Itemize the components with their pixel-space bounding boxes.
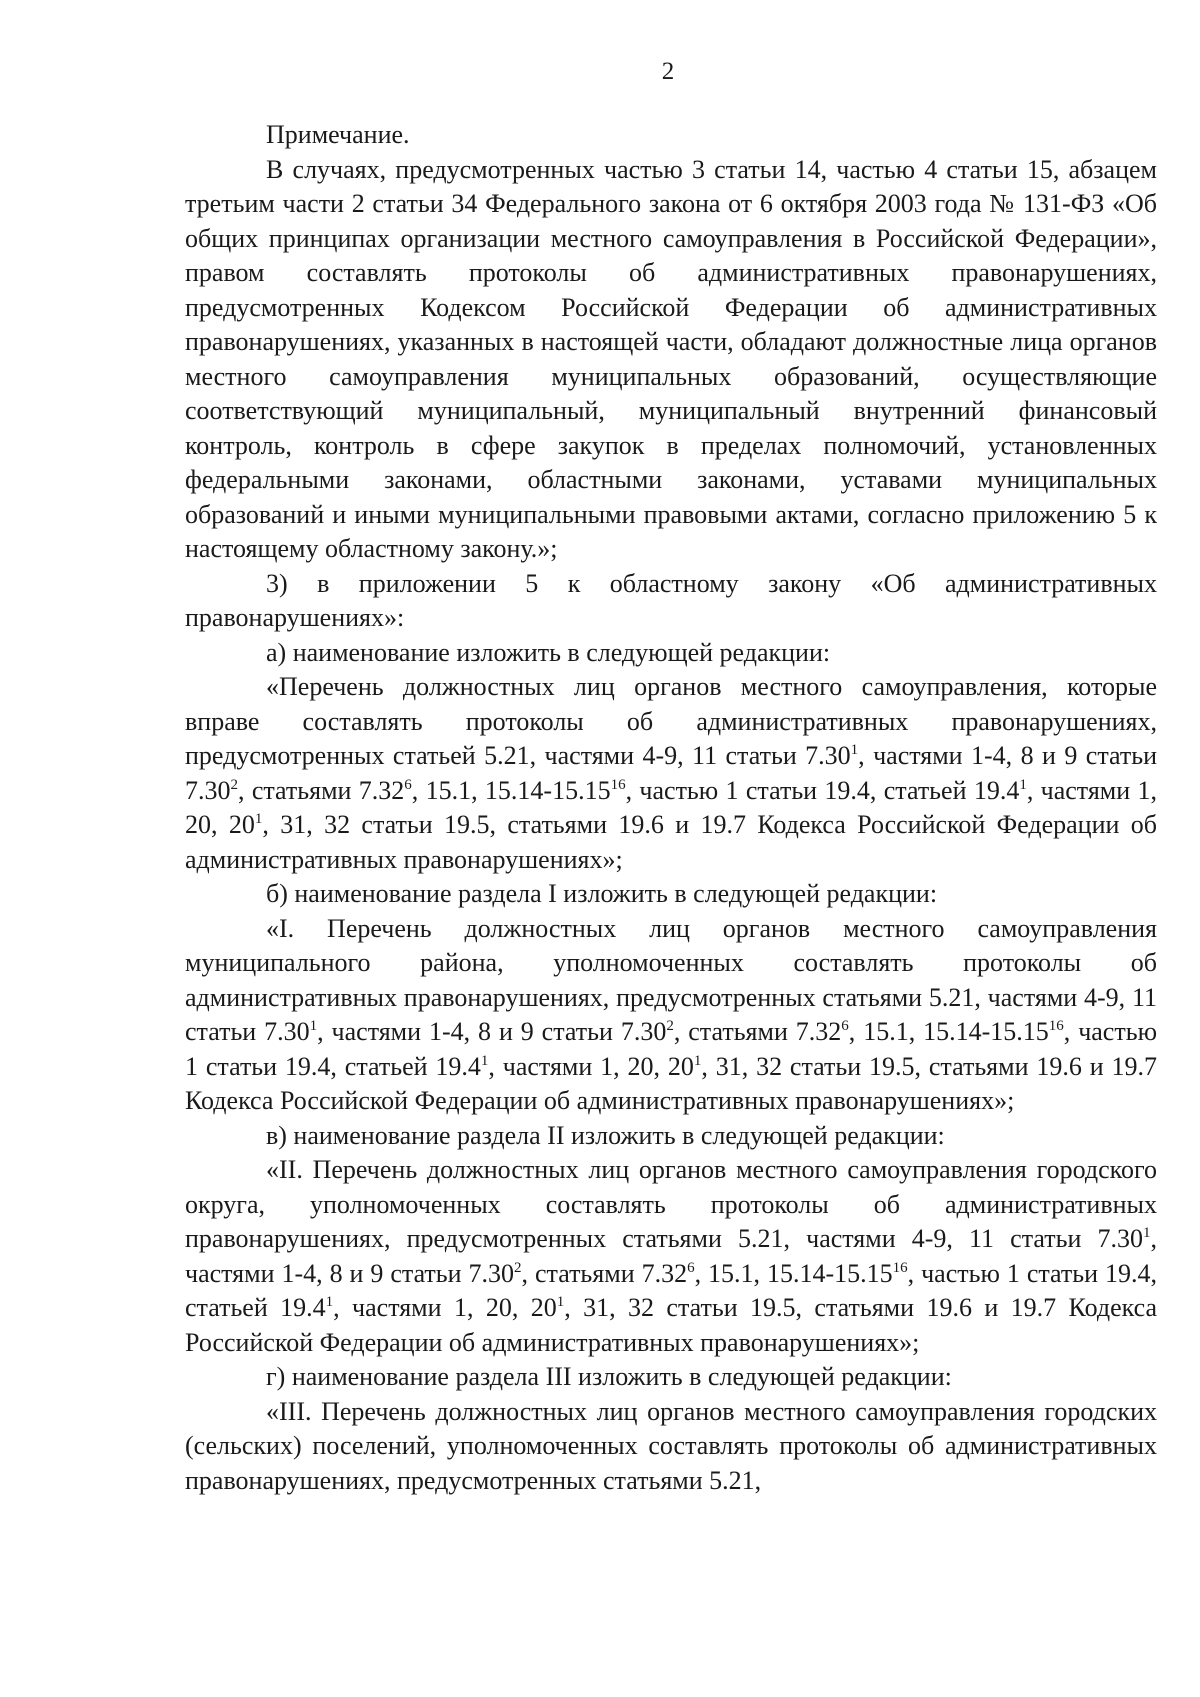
- text-run: , частью 1 статьи 19.4, статьей 19.4: [185, 1017, 1157, 1081]
- page-number: 2: [661, 58, 675, 85]
- text-run: , статьями 7.32: [673, 1017, 842, 1046]
- text-run: , статьями 7.32: [238, 775, 405, 805]
- text-run: б) наименование раздела I изложить в следующей редакции:: [266, 879, 938, 908]
- paragraph: [185, 567, 1157, 636]
- text-run: «III. Перечень должностных лиц органов местного самоуправления городских (сельских) поселений, уполномоченных составлять протоколы об административных правонарушениях, предусмотренных статьями 5.21,: [185, 1396, 1157, 1495]
- paragraph: [185, 1153, 1157, 1360]
- paragraph: [185, 1360, 1157, 1395]
- superscript: 1: [1143, 1225, 1151, 1241]
- document-body: [185, 118, 1157, 1498]
- text-run: Примечание.: [266, 120, 410, 149]
- text-run: а) наименование изложить в следующей редакции:: [266, 637, 831, 667]
- text-run: 3) в приложении 5 к областному закону «Об административных правонарушениях»:: [185, 568, 1157, 632]
- text-run: , частями 1, 20, 20: [185, 775, 1157, 839]
- superscript: 16: [892, 1259, 908, 1276]
- text-run: , частями 1, 20, 20: [333, 1293, 557, 1322]
- text-run: В случаях, предусмотренных частью 3 статьи 14, частью 4 статьи 15, абзацем третьим части 2 статьи 34 Федерального закона от 6 октября 2003 года № 131-ФЗ «Об общих принципах организации местного самоуправления в Российской Федерации», правом составлять протоколы об административных правонарушениях, предусмотренных Кодексом Российской Федерации об административных правонарушениях, указанных в настоящей части, обладают должностные лица органов местного самоуправления муниципальных образований, осуществляющие соответствующий муниципальный, муниципальный внутренний финансовый контроль, контроль в сфере закупок в пределах полномочий, установленных федеральными законами, областными законами, уставами муниципальных образований и иными муниципальными правовыми актами, согласно приложению 5 к настоящему областному закону.»;: [185, 154, 1157, 563]
- text-run: , частями 1, 20, 20: [488, 1051, 694, 1081]
- text-run: , частями 1-4, 8 и 9 статьи 7.30: [317, 1017, 667, 1046]
- text-run: , 15.1, 15.14-15.15: [694, 1258, 893, 1288]
- superscript: 2: [514, 1259, 522, 1276]
- text-run: «II. Перечень должностных лиц органов местного самоуправления городского округа, уполномоченных составлять протоколы об административных правонарушениях, предусмотренных статьями 5.21, частями 4-9, 11 статьи 7.30: [185, 1155, 1157, 1253]
- text-run: , 31, 32 статьи 19.5, статьями 19.6 и 19.7 Кодекса Российской Федерации об административных правонарушениях»;: [185, 1051, 1157, 1115]
- paragraph: [185, 1395, 1157, 1499]
- text-run: , 15.1, 15.14-15.15: [848, 1017, 1049, 1046]
- text-run: «I. Перечень должностных лиц органов местного самоуправления муниципального района, уполномоченных составлять протоколы об административных правонарушениях, предусмотренных статьями 5.21, частями 4-9, 11 статьи 7.30: [185, 913, 1157, 1046]
- text-run: , статьями 7.32: [521, 1258, 688, 1288]
- superscript: 1: [850, 742, 859, 758]
- paragraph: [185, 670, 1157, 877]
- text-run: , 31, 32 статьи 19.5, статьями 19.6 и 19.7 Кодекса Российской Федерации об административных правонарушениях»;: [185, 1293, 1157, 1357]
- superscript: 1: [556, 1294, 565, 1310]
- superscript: 1: [480, 1052, 489, 1069]
- superscript: 1: [693, 1052, 702, 1069]
- paragraph: [185, 912, 1157, 1119]
- text-run: , частью 1 статьи 19.4, статьей 19.4: [185, 1258, 1157, 1322]
- text-run: в) наименование раздела II изложить в следующей редакции:: [266, 1120, 945, 1150]
- paragraph: [185, 118, 1157, 153]
- superscript: 6: [687, 1259, 695, 1276]
- text-run: «Перечень должностных лиц органов местного самоуправления, которые вправе составлять протоколы об административных правонарушениях, предусмотренных статьей 5.21, частями 4-9, 11 статьи 7.30: [185, 672, 1157, 770]
- superscript: 6: [404, 776, 412, 793]
- superscript: 1: [325, 1294, 334, 1310]
- text-run: , 15.1, 15.14-15.15: [411, 775, 611, 805]
- text-run: г) наименование раздела III изложить в следующей редакции:: [266, 1362, 952, 1391]
- superscript: 16: [610, 776, 626, 793]
- superscript: 2: [230, 776, 238, 793]
- paragraph: [185, 153, 1157, 567]
- superscript: 1: [309, 1018, 318, 1034]
- superscript: 6: [841, 1018, 849, 1034]
- paragraph: [185, 877, 1157, 912]
- superscript: 1: [1019, 776, 1027, 793]
- superscript: 16: [1048, 1018, 1064, 1034]
- paragraph: [185, 636, 1157, 671]
- text-run: , частью 1 статьи 19.4, статьей 19.4: [625, 775, 1020, 805]
- text-run: , частями 1-4, 8 и 9 статьи 7.30: [185, 741, 1157, 805]
- superscript: 1: [254, 811, 263, 827]
- text-run: , частями 1-4, 8 и 9 статьи 7.30: [185, 1224, 1157, 1288]
- text-run: , 31, 32 статьи 19.5, статьями 19.6 и 19.7 Кодекса Российской Федерации об административных правонарушениях»;: [185, 810, 1157, 874]
- paragraph: [185, 1119, 1157, 1154]
- superscript: 2: [666, 1018, 674, 1034]
